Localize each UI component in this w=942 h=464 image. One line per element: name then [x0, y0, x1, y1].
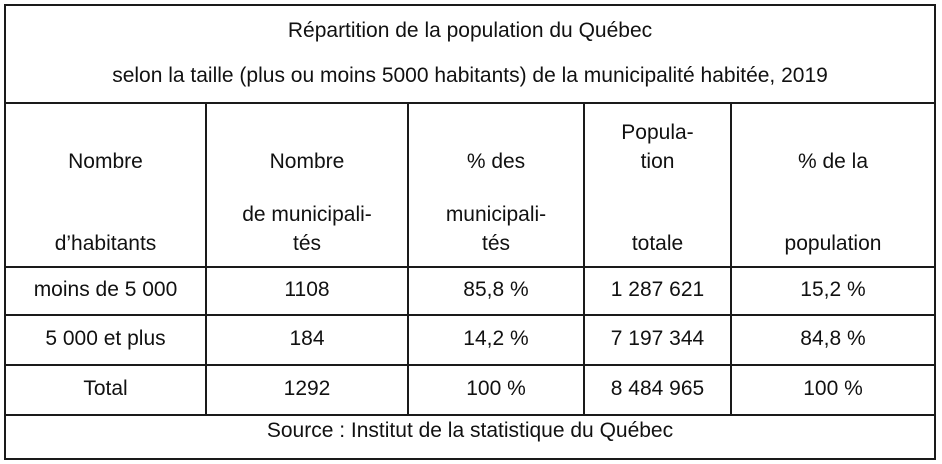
header-col4-line2: tion [640, 150, 675, 173]
table-cell: 85,8 % [463, 278, 529, 301]
header-col2-top: Nombre [269, 150, 345, 173]
table-cell: Total [83, 377, 128, 400]
table-cell: 100 % [466, 377, 526, 400]
table-cell: 1108 [284, 278, 330, 301]
header-col5-bottom: population [784, 232, 882, 255]
header-col3-top: % des [466, 150, 526, 173]
table-cell: 1 287 621 [610, 278, 705, 301]
header-col1-bottom: d’habitants [54, 232, 157, 255]
table-cell: 8 484 965 [610, 377, 705, 400]
table-source: Source : Institut de la statistique du Québec [266, 419, 674, 442]
table-cell: 15,2 % [800, 278, 866, 301]
table-cell: 5 000 et plus [45, 327, 166, 350]
table-cell: 14,2 % [463, 327, 529, 350]
table-cell: 100 % [803, 377, 863, 400]
table-cell: 84,8 % [800, 327, 866, 350]
header-col3-bottom: tés [481, 232, 510, 255]
row-divider [6, 266, 934, 268]
header-col2-middle: de municipali- [242, 203, 372, 226]
row-divider [6, 414, 934, 416]
table-cell: 184 [289, 327, 325, 350]
title-line-1: Répartition de la population du Québec [287, 19, 653, 42]
row-divider [6, 364, 934, 366]
table-cell: moins de 5 000 [33, 278, 178, 301]
title-line-2: selon la taille (plus ou moins 5000 habitants) de la municipalité habitée, 2019 [112, 64, 828, 87]
header-col1-top: Nombre [68, 150, 143, 173]
header-col4-bottom: totale [631, 232, 684, 255]
header-col4-line1: Popula- [621, 121, 694, 144]
table-frame [4, 4, 936, 460]
table-title [6, 6, 934, 104]
row-divider [6, 314, 934, 316]
header-col3-middle: municipali- [445, 203, 547, 226]
table-cell: 7 197 344 [610, 327, 705, 350]
table-cell: 1292 [283, 377, 331, 400]
header-col5-top: % de la [797, 150, 869, 173]
header-col2-bottom: tés [292, 232, 321, 255]
